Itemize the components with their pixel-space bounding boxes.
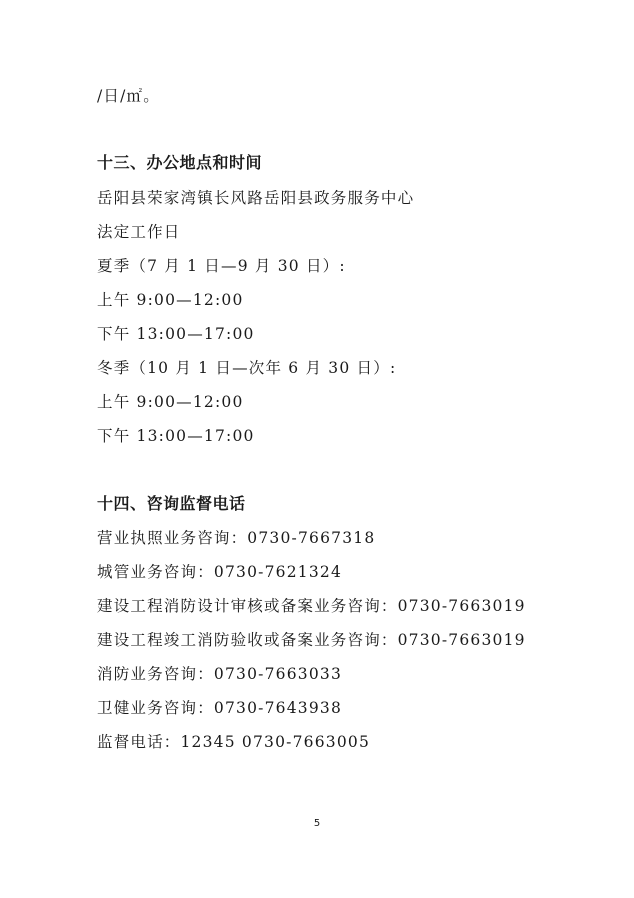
- summer-morning-hours: 上午 9:00—12:00: [97, 291, 244, 309]
- office-address: 岳阳县荣家湾镇长风路岳阳县政务服务中心: [97, 189, 415, 207]
- phone-health-service: 卫健业务咨询：0730-7643938: [97, 699, 343, 717]
- winter-morning-hours: 上午 9:00—12:00: [97, 393, 244, 411]
- summer-schedule: 夏季（7 月 1 日—9 月 30 日）:: [97, 257, 346, 275]
- summer-afternoon-hours: 下午 13:00—17:00: [97, 325, 255, 343]
- section-13-heading: 十三、办公地点和时间: [97, 153, 263, 172]
- phone-fire-acceptance: 建设工程竣工消防验收或备案业务咨询：0730-7663019: [97, 631, 526, 649]
- phone-fire-service: 消防业务咨询：0730-7663033: [97, 665, 343, 683]
- phone-fire-design-review: 建设工程消防设计审核或备案业务咨询：0730-7663019: [97, 597, 526, 615]
- section-14-heading: 十四、咨询监督电话: [97, 494, 246, 513]
- continuation-text: /日/㎡。: [97, 87, 160, 105]
- phone-urban-management: 城管业务咨询：0730-7621324: [97, 563, 343, 581]
- phone-supervision: 监督电话：12345 0730-7663005: [97, 733, 371, 751]
- winter-afternoon-hours: 下午 13:00—17:00: [97, 427, 255, 445]
- winter-schedule: 冬季（10 月 1 日—次年 6 月 30 日）:: [97, 359, 397, 377]
- phone-business-license: 营业执照业务咨询：0730-7667318: [97, 529, 376, 547]
- page-number: 5: [313, 818, 321, 829]
- workday-label: 法定工作日: [97, 223, 181, 241]
